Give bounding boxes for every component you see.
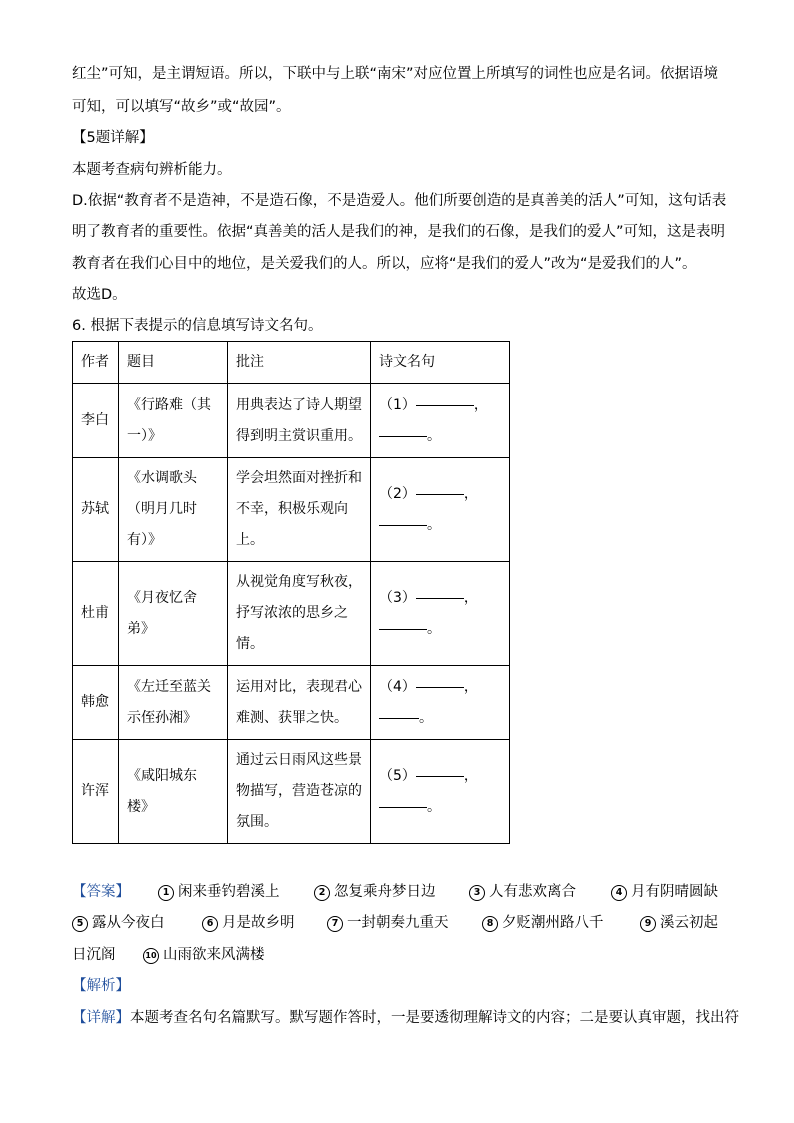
table-row bbox=[73, 740, 510, 844]
comma: ， bbox=[463, 767, 478, 784]
verse-cell bbox=[371, 458, 510, 562]
table-row bbox=[73, 562, 510, 666]
detail-text: 本题考查名句名篇默写。默写题作答时，一是要透彻理解诗文的内容；二是要认真审题，找出符 bbox=[130, 1010, 739, 1026]
answer-blank[interactable] bbox=[416, 494, 464, 495]
period: 。 bbox=[427, 427, 441, 444]
comma: ， bbox=[473, 396, 488, 413]
item-number: （5） bbox=[379, 767, 416, 784]
title-cell bbox=[119, 666, 228, 740]
note-line: 不幸，积极乐观向 bbox=[236, 501, 348, 517]
answer-item bbox=[482, 913, 604, 933]
note-line: 从视觉角度写秋夜， bbox=[236, 574, 362, 590]
answer-blank[interactable] bbox=[379, 718, 419, 719]
note-cell bbox=[228, 458, 371, 562]
item-number: （1） bbox=[379, 396, 416, 413]
answer-continuation: 日沉阁 bbox=[72, 947, 116, 963]
comma: ， bbox=[463, 485, 478, 502]
title-cell bbox=[119, 458, 228, 562]
number-badge: 9 bbox=[640, 916, 656, 932]
answer-text: 溪云初起 bbox=[660, 915, 718, 931]
answer-item bbox=[611, 882, 718, 902]
number-badge: 7 bbox=[327, 916, 343, 932]
table-header-row bbox=[73, 342, 510, 384]
title-line: 弟》 bbox=[127, 620, 155, 637]
answer-item bbox=[314, 882, 436, 902]
number-badge: 3 bbox=[469, 885, 485, 901]
paragraph-line: 明了教育者的重要性。依据“真善美的活人是我们的神，是我们的石像，是我们的爱人”可知，这是表明 bbox=[72, 224, 726, 240]
answer-blank[interactable] bbox=[379, 436, 427, 437]
answer-blank[interactable] bbox=[379, 525, 427, 526]
header-note: 批注 bbox=[228, 342, 371, 384]
title-cell bbox=[119, 562, 228, 666]
detail-line bbox=[72, 1008, 739, 1028]
note-cell bbox=[228, 740, 371, 844]
answer-blank[interactable] bbox=[379, 629, 427, 630]
item-number: （4） bbox=[379, 678, 416, 695]
period: 。 bbox=[427, 516, 441, 533]
note-line: 上。 bbox=[236, 532, 264, 548]
note-line: 氛围。 bbox=[236, 814, 278, 830]
author-cell: 韩愈 bbox=[73, 666, 119, 740]
paragraph-line: 红尘”可知，是主谓短语。所以，下联中与上联“南宋”对应位置上所填写的词性也应是名词。依据语境 bbox=[72, 66, 719, 82]
author-cell: 李白 bbox=[73, 384, 119, 458]
title-line: 示侄孙湘》 bbox=[127, 709, 197, 726]
verse-cell bbox=[371, 384, 510, 458]
note-line: 学会坦然面对挫折和 bbox=[236, 470, 362, 486]
verse-cell bbox=[371, 666, 510, 740]
header-title: 题目 bbox=[119, 342, 228, 384]
answer-text: 月是故乡明 bbox=[222, 915, 295, 931]
header-author: 作者 bbox=[73, 342, 119, 384]
title-cell bbox=[119, 384, 228, 458]
note-line: 物描写，营造苍凉的 bbox=[236, 783, 362, 799]
title-line: 一）》 bbox=[127, 427, 162, 444]
answer-text: 人有悲欢离合 bbox=[489, 884, 576, 900]
table-row bbox=[73, 458, 510, 562]
number-badge: 4 bbox=[611, 885, 627, 901]
title-cell bbox=[119, 740, 228, 844]
title-line: 《咸阳城东 bbox=[127, 767, 197, 784]
answer-label: 【答案】 bbox=[72, 884, 130, 900]
note-cell bbox=[228, 666, 371, 740]
author-cell: 许浑 bbox=[73, 740, 119, 844]
title-line: 《水调歌头 bbox=[127, 470, 197, 486]
answer-blank[interactable] bbox=[416, 687, 464, 688]
detail-label: 【详解】 bbox=[72, 1010, 130, 1026]
note-line: 得到明主赏识重用。 bbox=[236, 427, 362, 444]
answer-item bbox=[327, 913, 449, 933]
table-row bbox=[73, 666, 510, 740]
answer-blank[interactable] bbox=[379, 807, 427, 808]
paragraph-line: D.依据“教育者不是造神，不是造石像，不是造爱人。他们所要创造的是真善美的活人”可知，这句话表 bbox=[72, 193, 727, 209]
paragraph-line: 可知，可以填写“故乡”或“故园”。 bbox=[72, 99, 291, 115]
answer-text: 山雨欲来风满楼 bbox=[163, 947, 265, 963]
answer-item bbox=[469, 882, 576, 902]
answer-text: 夕贬潮州路八千 bbox=[502, 915, 604, 931]
poem-table bbox=[72, 341, 510, 844]
question-title: 6. 根据下表提示的信息填写诗文名句。 bbox=[72, 318, 323, 334]
author-cell: 苏轼 bbox=[73, 458, 119, 562]
note-line: 抒写浓浓的思乡之 bbox=[236, 605, 348, 621]
answer-blank[interactable] bbox=[416, 598, 464, 599]
note-line: 难测、获罪之快。 bbox=[236, 709, 348, 726]
title-line: 楼》 bbox=[127, 798, 155, 815]
period: 。 bbox=[427, 798, 441, 815]
number-badge: 1 bbox=[158, 885, 174, 901]
answer-item bbox=[143, 945, 265, 965]
answer-text: 月有阴晴圆缺 bbox=[631, 884, 718, 900]
title-line: 《行路难（其 bbox=[127, 396, 211, 413]
item-number: （3） bbox=[379, 589, 416, 606]
header-verse: 诗文名句 bbox=[371, 342, 510, 384]
number-badge: 5 bbox=[72, 916, 88, 932]
item-number: （2） bbox=[379, 485, 416, 502]
comma: ， bbox=[463, 678, 478, 695]
title-line: 有）》 bbox=[127, 532, 162, 548]
note-line: 情。 bbox=[236, 636, 264, 652]
title-line: 《左迁至蓝关 bbox=[127, 678, 211, 695]
answer-text: 闲来垂钓碧溪上 bbox=[178, 884, 280, 900]
number-badge: 8 bbox=[482, 916, 498, 932]
section-heading: 【5题详解】 bbox=[72, 130, 154, 146]
title-line: （明月几时 bbox=[127, 501, 197, 517]
answer-item bbox=[72, 913, 165, 933]
note-line: 通过云日雨风这些景 bbox=[236, 752, 362, 768]
paragraph-line: 教育者在我们心目中的地位，是关爱我们的人。所以，应将“是我们的爱人”改为“是爱我们的人”。 bbox=[72, 256, 697, 272]
author-cell: 杜甫 bbox=[73, 562, 119, 666]
analysis-label: 【解析】 bbox=[72, 978, 130, 994]
note-cell bbox=[228, 562, 371, 666]
answer-item bbox=[202, 913, 295, 933]
number-badge: 10 bbox=[143, 948, 159, 964]
answer-blank[interactable] bbox=[416, 405, 474, 406]
answer-blank[interactable] bbox=[416, 776, 464, 777]
answer-item bbox=[158, 882, 280, 902]
answer-text: 忽复乘舟梦日边 bbox=[334, 884, 436, 900]
paragraph-line: 故选D。 bbox=[72, 287, 127, 303]
paragraph-line: 本题考查病句辨析能力。 bbox=[72, 162, 232, 178]
note-line: 用典表达了诗人期望 bbox=[236, 396, 362, 413]
title-line: 《月夜忆舍 bbox=[127, 589, 197, 606]
verse-cell bbox=[371, 562, 510, 666]
answer-text: 露从今夜白 bbox=[92, 915, 165, 931]
period: 。 bbox=[427, 620, 441, 637]
period: 。 bbox=[419, 709, 433, 726]
answer-text: 一封朝奏九重天 bbox=[347, 915, 449, 931]
note-cell bbox=[228, 384, 371, 458]
number-badge: 2 bbox=[314, 885, 330, 901]
answer-item bbox=[640, 913, 718, 933]
table-row bbox=[73, 384, 510, 458]
verse-cell bbox=[371, 740, 510, 844]
note-line: 运用对比，表现君心 bbox=[236, 678, 362, 695]
comma: ， bbox=[463, 589, 478, 606]
number-badge: 6 bbox=[202, 916, 218, 932]
